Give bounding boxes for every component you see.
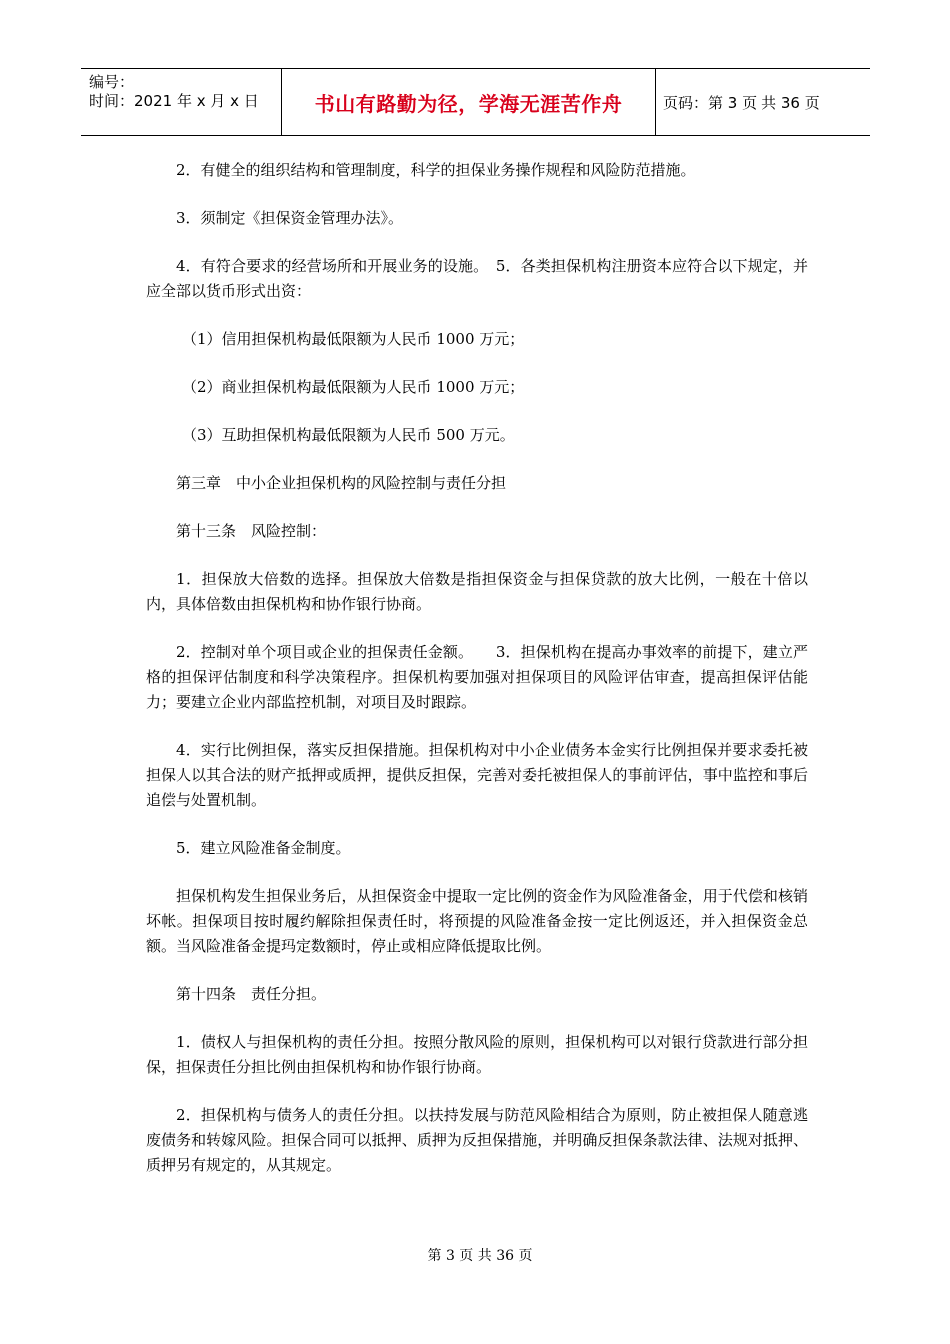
paragraph: （2）商业担保机构最低限额为人民币 1000 万元；	[182, 378, 525, 396]
article-heading: 第十四条 责任分担。	[176, 985, 327, 1003]
header-page-info	[656, 69, 870, 135]
paragraph: 2．控制对单个项目或企业的担保责任金额。 3．担保机构在提高办事效率的前提下，建立严格的担保评估制度和科学决策程序。担保机构要加强对担保项目的风险评估审查，提高担保评估能力；要建立企业内部监控机制，对项目及时跟踪。	[146, 643, 808, 711]
page-header	[81, 68, 870, 136]
paragraph: 2．有健全的组织结构和管理制度，科学的担保业务操作规程和风险防范措施。	[176, 161, 696, 179]
paragraph: 1．债权人与担保机构的责任分担。按照分散风险的原则，担保机构可以对银行贷款进行部分担保，担保责任分担比例由担保机构和协作银行协商。	[146, 1033, 808, 1076]
header-page-number: 页码：第 3 页	[663, 93, 758, 112]
document-number-label: 编号：	[89, 73, 135, 91]
paragraph: 3．须制定《担保资金管理办法》。	[176, 209, 404, 227]
chapter-heading: 第三章 中小企业担保机构的风险控制与责任分担	[176, 474, 507, 492]
document-body	[146, 158, 808, 1201]
paragraph: 4．实行比例担保，落实反担保措施。担保机构对中小企业债务本金实行比例担保并要求委托被担保人以其合法的财产抵押或质押，提供反担保，完善对委托被担保人的事前评估，事中监控和事后追偿与处置机制。	[146, 741, 808, 809]
paragraph: （3）互助担保机构最低限额为人民币 500 万元。	[182, 426, 515, 444]
paragraph: （1）信用担保机构最低限额为人民币 1000 万元；	[182, 330, 525, 348]
paragraph: 2．担保机构与债务人的责任分担。以扶持发展与防范风险相结合为原则，防止被担保人随意逃废债务和转嫁风险。担保合同可以抵押、质押为反担保措施，并明确反担保条款法律、法规对抵押、质押另有规定的，从其规定。	[146, 1106, 808, 1174]
paragraph: 担保机构发生担保业务后，从担保资金中提取一定比例的资金作为风险准备金，用于代偿和核销坏帐。担保项目按时履约解除担保责任时，将预提的风险准备金按一定比例返还，并入担保资金总额。当风险准备金提玛定数额时，停止或相应降低提取比例。	[146, 887, 808, 955]
document-date: 时间：2021 年 x 月 x 日	[89, 92, 259, 110]
paragraph: 1．担保放大倍数的选择。担保放大倍数是指担保资金与担保贷款的放大比例，一般在十倍以内，具体倍数由担保机构和协作银行协商。	[146, 570, 808, 613]
article-heading: 第十三条 风险控制：	[176, 522, 327, 540]
header-motto: 书山有路勤为径，学海无涯苦作舟	[314, 91, 623, 116]
header-page-total: 共 36 页	[761, 93, 820, 112]
page-footer: 第 3 页 共 36 页	[427, 1248, 533, 1264]
paragraph: 5．建立风险准备金制度。	[176, 839, 351, 857]
paragraph: 4．有符合要求的经营场所和开展业务的设施。 5．各类担保机构注册资本应符合以下规定，并应全部以货币形式出资：	[146, 257, 808, 300]
header-meta	[81, 69, 282, 135]
header-motto-cell	[282, 69, 656, 135]
